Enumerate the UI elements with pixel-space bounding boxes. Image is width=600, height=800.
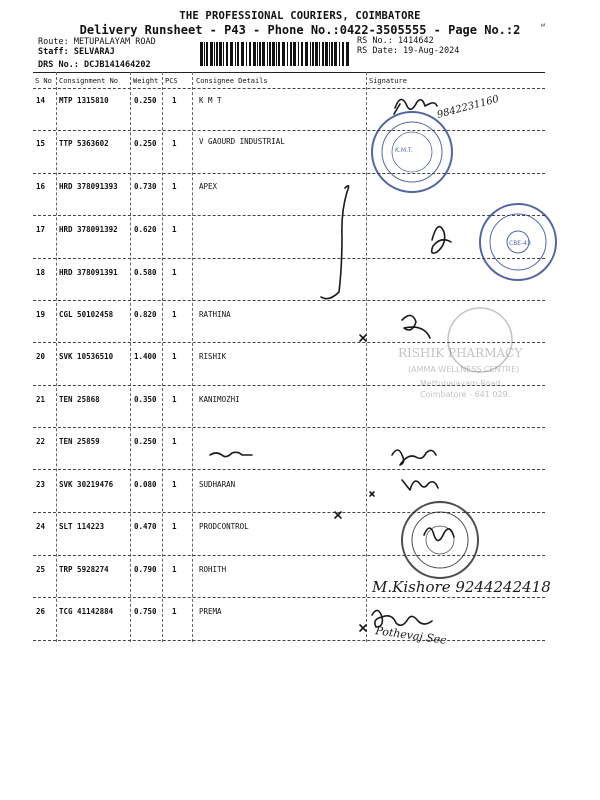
cell-sno: 24 [36, 522, 46, 531]
cell-sno: 23 [36, 480, 46, 489]
col-header-pcs: PCS [165, 77, 178, 85]
cell-consignment: HRD 378091392 [59, 225, 118, 234]
cell-pcs: 1 [172, 607, 177, 616]
svg-text:RISHIK PHARMACY: RISHIK PHARMACY [398, 346, 523, 360]
col-header-consignment: Consignment No [59, 77, 119, 85]
cell-consignment: SVK 30219476 [59, 480, 114, 489]
staff-label: Staff: SELVARAJ [38, 47, 115, 57]
svg-text:Mettupalayam Road,: Mettupalayam Road, [420, 379, 503, 388]
cell-consignee: RATHINA [199, 310, 231, 319]
svg-text:CBE-43: CBE-43 [509, 240, 531, 247]
apex-stamp [480, 204, 556, 280]
cell-sno: 20 [36, 352, 46, 361]
cell-pcs: 1 [172, 437, 177, 446]
col-header-sno: S No [35, 77, 52, 85]
cell-weight: 0.250 [134, 139, 157, 148]
cell-consignment: HRD 378091393 [59, 182, 118, 191]
cell-sno: 26 [36, 607, 46, 616]
cell-consignee: SUDHARAN [199, 480, 236, 489]
corner-mark: “ [540, 23, 547, 34]
cell-consignee: RISHIK [199, 352, 227, 361]
cell-weight: 0.620 [134, 225, 157, 234]
cell-weight: 0.250 [134, 96, 157, 105]
cell-consignment: MTP 1315810 [59, 96, 109, 105]
cell-weight: 1.400 [134, 352, 157, 361]
svg-text:(AMMA WELLNESS CENTRE): (AMMA WELLNESS CENTRE) [408, 365, 520, 374]
col-header-weight: Weight [133, 77, 159, 85]
company-name: THE PROFESSIONAL COURIERS, COIMBATORE [179, 10, 421, 22]
cell-pcs: 1 [172, 96, 177, 105]
cell-weight: 0.470 [134, 522, 157, 531]
cell-consignee: V GAOURD INDUSTRIAL [199, 137, 285, 146]
kmt-phone-handwriting: 9842231160 [435, 93, 501, 121]
cell-consignee: KANIMOZHI [199, 395, 240, 404]
cell-weight: 0.250 [134, 437, 157, 446]
cell-consignee: PRODCONTROL [199, 522, 249, 531]
cell-weight: 0.730 [134, 182, 157, 191]
svg-text:K.M.T.: K.M.T. [395, 147, 413, 154]
cell-sno: 21 [36, 395, 46, 404]
cell-consignee: ROHITH [199, 565, 227, 574]
cell-pcs: 1 [172, 225, 177, 234]
cell-consignee: K M T [199, 96, 222, 105]
runsheet-title: Delivery Runsheet - P43 - Phone No.:0422-3505555 - Page No.:2 [79, 23, 521, 37]
rishik-stamp [398, 346, 523, 399]
cell-consignment: SLT 114223 [59, 522, 105, 531]
cell-consignment: CGL 50102458 [59, 310, 114, 319]
rs-date: RS Date: 19-Aug-2024 [357, 46, 460, 56]
cell-pcs: 1 [172, 310, 177, 319]
cell-weight: 0.790 [134, 565, 157, 574]
cell-sno: 16 [36, 182, 46, 191]
cell-consignee: PREMA [199, 607, 222, 616]
cell-weight: 0.350 [134, 395, 157, 404]
cell-pcs: 1 [172, 182, 177, 191]
cell-sno: 17 [36, 225, 46, 234]
cell-weight: 0.580 [134, 268, 157, 277]
cell-consignment: TTP 5363602 [59, 139, 109, 148]
cell-consignment: TEN 25859 [59, 437, 100, 446]
cell-weight: 0.750 [134, 607, 157, 616]
rathina-stamp [448, 308, 512, 372]
cell-pcs: 1 [172, 522, 177, 531]
cell-sno: 25 [36, 565, 46, 574]
kmt-stamp [372, 112, 452, 192]
col-header-signature: Signature [369, 77, 407, 85]
cell-consignee: APEX [199, 182, 218, 191]
cell-weight: 0.080 [134, 480, 157, 489]
cell-sno: 18 [36, 268, 46, 277]
cell-pcs: 1 [172, 139, 177, 148]
cell-consignment: TCG 41142884 [59, 607, 114, 616]
cell-consignment: SVK 10536510 [59, 352, 114, 361]
line26-handwriting: Pothevaj Sec [374, 624, 448, 647]
rs-number: RS No.: 1414642 [357, 36, 434, 46]
route-label: Route: METUPALAYAM ROAD [38, 37, 156, 47]
cell-consignment: TRP 5928274 [59, 565, 109, 574]
cell-pcs: 1 [172, 480, 177, 489]
cell-pcs: 1 [172, 268, 177, 277]
cell-pcs: 1 [172, 395, 177, 404]
cell-weight: 0.820 [134, 310, 157, 319]
cell-sno: 15 [36, 139, 46, 148]
cell-pcs: 1 [172, 352, 177, 361]
line25-handwriting: M.Kishore 9244242418 [372, 578, 551, 596]
col-header-consignee: Consignee Details [196, 77, 268, 85]
drs-number: DRS No.: DCJB141464202 [38, 60, 151, 70]
svg-text:Coimbatore - 641 029.: Coimbatore - 641 029. [420, 390, 511, 399]
cell-consignment: HRD 378091391 [59, 268, 118, 277]
cell-sno: 19 [36, 310, 46, 319]
cell-sno: 14 [36, 96, 46, 105]
cell-sno: 22 [36, 437, 46, 446]
cell-consignment: TEN 25868 [59, 395, 100, 404]
cell-pcs: 1 [172, 565, 177, 574]
